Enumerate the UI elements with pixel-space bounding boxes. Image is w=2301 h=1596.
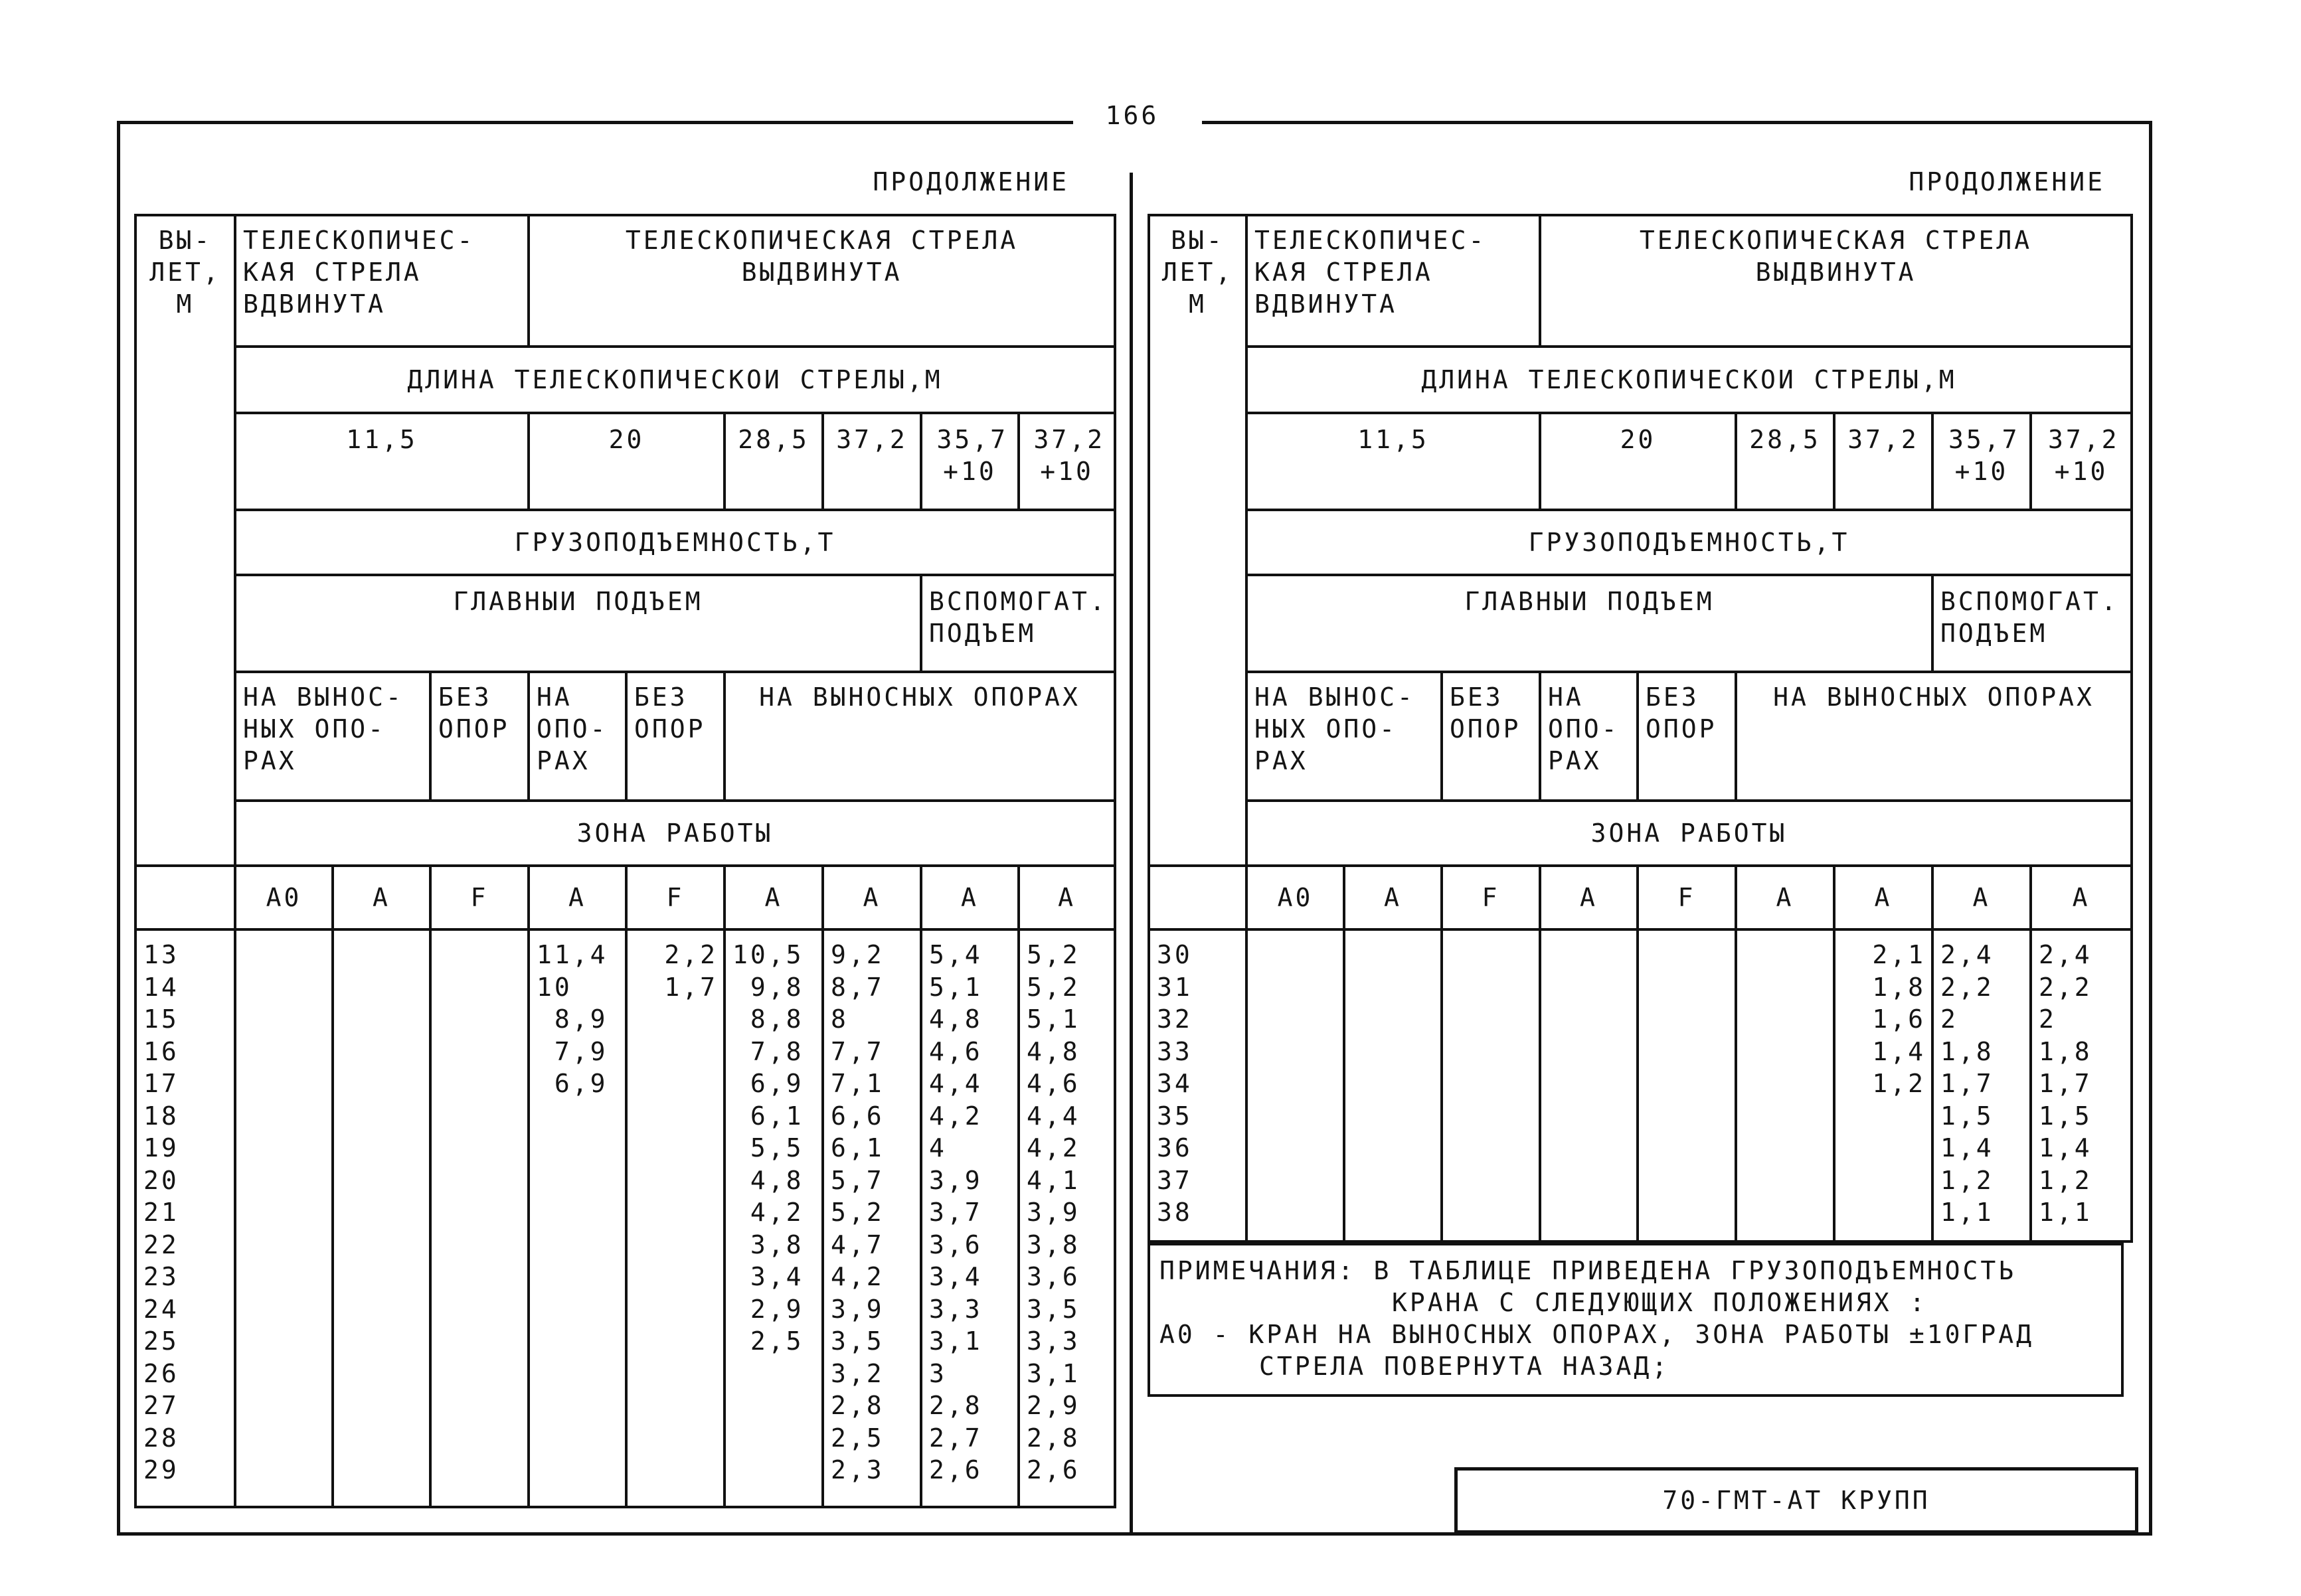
capacity-column: 2,1 1,8 1,6 1,4 1,2: [1834, 929, 1932, 1241]
capacity-column: [1638, 929, 1736, 1241]
zone-label: А: [1932, 866, 2031, 929]
reach-values: 30 31 32 33 34 35 36 37 38: [1149, 929, 1246, 1241]
capacity-header: ГРУЗОПОДЪЕМНОСТЬ,Т: [235, 510, 1115, 575]
zone-label: А: [921, 866, 1019, 929]
on-outriggers-header: НА ВЫНОС- НЫХ ОПО- РАХ: [235, 672, 430, 801]
work-zone-header: ЗОНА РАБОТЫ: [1246, 801, 2132, 866]
zone-label: А0: [235, 866, 333, 929]
capacity-column: [430, 929, 529, 1507]
no-outriggers-header-2: БЕЗ ОПОР: [626, 672, 724, 801]
zone-label: F: [430, 866, 529, 929]
on-outriggers-short-header: НА ОПО- РАХ: [1540, 672, 1638, 801]
capacity-column: [1246, 929, 1344, 1241]
capacity-column: [235, 929, 333, 1507]
capacity-column: 5,2 5,2 5,1 4,8 4,6 4,4 4,2 4,1 3,9 3,8 3,6 3,5 3,3 3,1 2,9 2,8 2,6: [1019, 929, 1115, 1507]
capacity-column: 2,4 2,2 2 1,8 1,7 1,5 1,4 1,2 1,1: [2031, 929, 2132, 1241]
boom-length-11-5: 11,5: [1246, 413, 1540, 510]
boom-length-37-2-plus-10: 37,2 +10: [2031, 413, 2132, 510]
boom-length-header: ДЛИНА ТЕЛЕСКОПИЧЕСКОИ СТРЕЛЫ,М: [235, 347, 1115, 413]
frame-divider: [1130, 173, 1133, 1534]
on-outriggers-header: НА ВЫНОС- НЫХ ОПО- РАХ: [1246, 672, 1442, 801]
zone-label: А: [1736, 866, 1834, 929]
notes-line: ПРИМЕЧАНИЯ: В ТАБЛИЦЕ ПРИВЕДЕНА ГРУЗОПОДЪЕМНОСТЬ: [1159, 1256, 2017, 1285]
zone-label: F: [626, 866, 724, 929]
load-table-right: [1148, 214, 2133, 1243]
page-number: 166: [1105, 101, 1159, 130]
retracted-header: ТЕЛЕСКОПИЧЕС- КАЯ СТРЕЛА ВДВИНУТА: [1246, 215, 1540, 347]
reach-header: ВЫ- ЛЕТ, М: [135, 215, 235, 866]
frame-top-right: [1202, 121, 2152, 124]
zone-label: А: [1019, 866, 1115, 929]
reach-blank: [1149, 866, 1246, 929]
zone-label: А: [1344, 866, 1442, 929]
zone-label: А0: [1246, 866, 1344, 929]
extended-header: ТЕЛЕСКОПИЧЕСКАЯ СТРЕЛА ВЫДВИНУТА: [1540, 215, 2132, 347]
zone-label: F: [1442, 866, 1540, 929]
main-hoist-header: ГЛАВНЫИ ПОДЪЕМ: [235, 575, 921, 672]
on-outriggers-all-header: НА ВЫНОСНЫХ ОПОРАХ: [724, 672, 1115, 801]
zone-label: F: [1638, 866, 1736, 929]
extended-header: ТЕЛЕСКОПИЧЕСКАЯ СТРЕЛА ВЫДВИНУТА: [529, 215, 1115, 347]
continuation-label-left: ПРОДОЛЖЕНИЕ: [873, 167, 1069, 197]
frame-left: [117, 121, 120, 1535]
zone-label: А: [2031, 866, 2132, 929]
capacity-column: [1442, 929, 1540, 1241]
capacity-column: [1540, 929, 1638, 1241]
zone-label: А: [1540, 866, 1638, 929]
boom-length-35-7-plus-10: 35,7 +10: [921, 413, 1019, 510]
boom-length-35-7-plus-10: 35,7 +10: [1932, 413, 2031, 510]
frame-top-left: [117, 121, 1073, 124]
capacity-column: 10,5 9,8 8,8 7,8 6,9 6,1 5,5 4,8 4,2 3,8 3,4 2,9 2,5: [724, 929, 823, 1507]
no-outriggers-header: БЕЗ ОПОР: [1442, 672, 1540, 801]
boom-length-37-2: 37,2: [823, 413, 921, 510]
capacity-column: 5,4 5,1 4,8 4,6 4,4 4,2 4 3,9 3,7 3,6 3,4 3,3 3,1 3 2,8 2,7 2,6: [921, 929, 1019, 1507]
aux-hoist-header: ВСПОМОГАТ. ПОДЪЕМ: [1932, 575, 2132, 672]
capacity-column: 2,2 1,7: [626, 929, 724, 1507]
boom-length-37-2-plus-10: 37,2 +10: [1019, 413, 1115, 510]
capacity-column: 9,2 8,7 8 7,7 7,1 6,6 6,1 5,7 5,2 4,7 4,2 3,9 3,5 3,2 2,8 2,5 2,3: [823, 929, 921, 1507]
capacity-column: 2,4 2,2 2 1,8 1,7 1,5 1,4 1,2 1,1: [1932, 929, 2031, 1241]
no-outriggers-header: БЕЗ ОПОР: [430, 672, 529, 801]
capacity-column: [333, 929, 430, 1507]
work-zone-header: ЗОНА РАБОТЫ: [235, 801, 1115, 866]
reach-values: 13 14 15 16 17 18 19 20 21 22 23 24 25 26 27 28 29: [135, 929, 235, 1507]
zone-label: А: [333, 866, 430, 929]
load-table-left: [134, 214, 1116, 1508]
on-outriggers-short-header: НА ОПО- РАХ: [529, 672, 626, 801]
zone-label: А: [529, 866, 626, 929]
retracted-header: ТЕЛЕСКОПИЧЕС- КАЯ СТРЕЛА ВДВИНУТА: [235, 215, 529, 347]
boom-length-37-2: 37,2: [1834, 413, 1932, 510]
capacity-column: [1344, 929, 1442, 1241]
boom-length-28-5: 28,5: [724, 413, 823, 510]
main-hoist-header: ГЛАВНЫИ ПОДЪЕМ: [1246, 575, 1932, 672]
boom-length-20: 20: [529, 413, 724, 510]
capacity-column: 11,4 10 8,9 7,9 6,9: [529, 929, 626, 1507]
zone-label: А: [724, 866, 823, 929]
aux-hoist-header: ВСПОМОГАТ. ПОДЪЕМ: [921, 575, 1115, 672]
boom-length-header: ДЛИНА ТЕЛЕСКОПИЧЕСКОИ СТРЕЛЫ,М: [1246, 347, 2132, 413]
no-outriggers-header-2: БЕЗ ОПОР: [1638, 672, 1736, 801]
boom-length-11-5: 11,5: [235, 413, 529, 510]
title-block: 70-ГМТ-АТ КРУПП: [1454, 1467, 2138, 1534]
zone-label: А: [823, 866, 921, 929]
reach-blank: [135, 866, 235, 929]
notes-line: СТРЕЛА ПОВЕРНУТА НАЗАД;: [1259, 1352, 1670, 1381]
capacity-column: [1736, 929, 1834, 1241]
notes-line: А0 - КРАН НА ВЫНОСНЫХ ОПОРАХ, ЗОНА РАБОТЫ ±10ГРАД: [1159, 1320, 2035, 1349]
reach-header: ВЫ- ЛЕТ, М: [1149, 215, 1246, 866]
boom-length-20: 20: [1540, 413, 1736, 510]
on-outriggers-all-header: НА ВЫНОСНЫХ ОПОРАХ: [1736, 672, 2132, 801]
continuation-label-right: ПРОДОЛЖЕНИЕ: [1909, 167, 2105, 197]
notes-line: КРАНА С СЛЕДУЮЩИХ ПОЛОЖЕНИЯХ :: [1392, 1288, 1928, 1317]
zone-label: А: [1834, 866, 1932, 929]
frame-right: [2149, 121, 2152, 1535]
notes-box: [1148, 1243, 2124, 1397]
capacity-header: ГРУЗОПОДЪЕМНОСТЬ,Т: [1246, 510, 2132, 575]
boom-length-28-5: 28,5: [1736, 413, 1834, 510]
